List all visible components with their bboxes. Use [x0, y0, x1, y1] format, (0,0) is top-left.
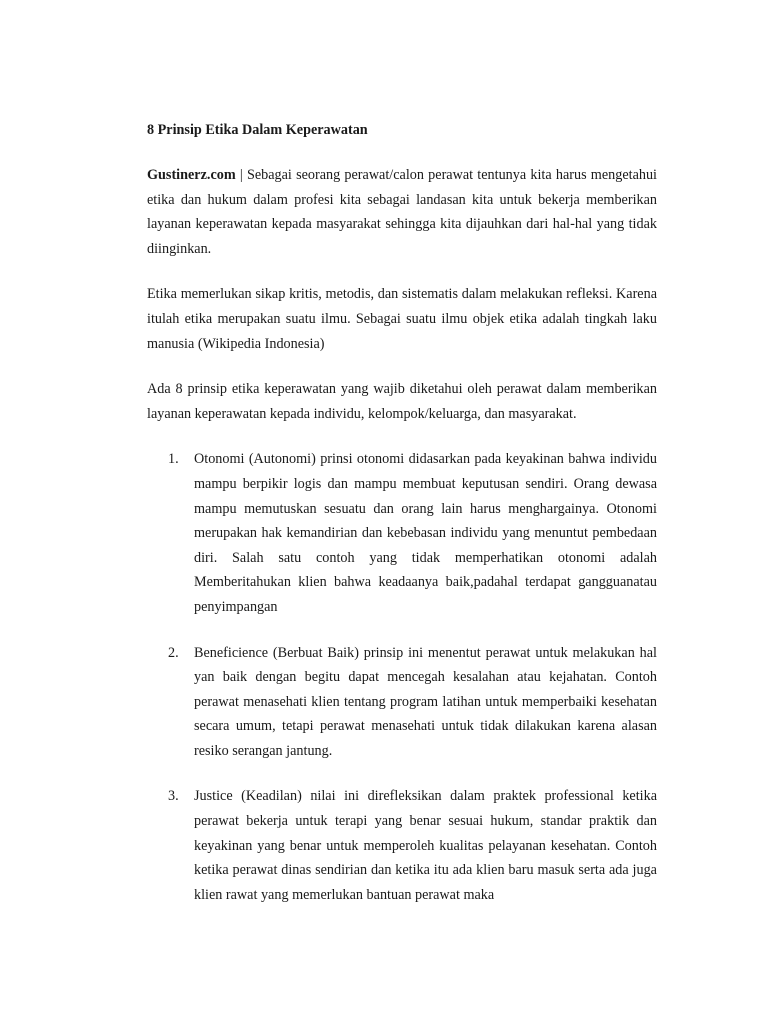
list-item [147, 641, 657, 764]
principles-list [147, 447, 657, 907]
intro-separator: | [235, 167, 247, 183]
list-item [147, 784, 657, 907]
list-item-text: Otonomi (Autonomi) prinsi otonomi didasarkan pada keyakinan bahwa individu mampu berpikir logis dan mampu membuat keputusan sendiri. Orang dewasa mampu memutuskan sesuatu dan orang lain harus menghargainya. Otonomi merupakan hak kemandirian dan kebebasan individu yang menuntut pembedaan diri. Salah satu contoh yang tidak memperhatikan otonomi adalah Memberitahukan klien bahwa keadaanya baik,padahal terdapat gangguanatau penyimpangan [194, 451, 657, 615]
intro-text: Sebagai seorang perawat/calon perawat tentunya kita harus mengetahui etika dan hukum dalam profesi kita sebagai landasan kita untuk bekerja memberikan layanan keperawatan kepada masyarakat sehingga kita dijauhkan dari hal-hal yang tidak diinginkan. [147, 167, 657, 257]
intro-paragraph [147, 163, 657, 261]
principles-intro-paragraph: Ada 8 prinsip etika keperawatan yang wajib diketahui oleh perawat dalam memberikan layanan keperawatan kepada individu, kelompok/keluarga, dan masyarakat. [147, 381, 657, 422]
list-item-text: Justice (Keadilan) nilai ini direfleksikan dalam praktek professional ketika perawat bekerja untuk terapi yang benar sesuai hukum, standar praktik dan keyakinan yang benar untuk memperoleh kualitas pelayanan kesehatan. Contoh ketika perawat dinas sendirian dan ketika itu ada klien baru masuk serta ada juga klien rawat yang memerlukan bantuan perawat maka [194, 788, 657, 903]
list-item [147, 447, 657, 619]
document-content [147, 118, 657, 928]
list-item-number: 3. [168, 788, 179, 805]
document-title: 8 Prinsip Etika Dalam Keperawatan [147, 122, 368, 138]
site-name: Gustinerz.com [147, 167, 236, 183]
list-item-number: 1. [168, 451, 179, 468]
ethics-paragraph: Etika memerlukan sikap kritis, metodis, dan sistematis dalam melakukan refleksi. Karena itulah etika merupakan suatu ilmu. Sebagai suatu ilmu objek etika adalah tingkah laku manusia (Wikipedia Indonesia) [147, 286, 657, 352]
list-item-text: Beneficience (Berbuat Baik) prinsip ini menentut perawat untuk melakukan hal yan baik dengan begitu dapat mencegah kesalahan atau kejahatan. Contoh perawat menasehati klien tentang program latihan untuk memperbaiki kesehatan secara umum, tetapi perawat menasehati untuk tidak dilakukan karena alasan resiko serangan jantung. [194, 644, 657, 759]
list-item-number: 2. [168, 644, 179, 661]
